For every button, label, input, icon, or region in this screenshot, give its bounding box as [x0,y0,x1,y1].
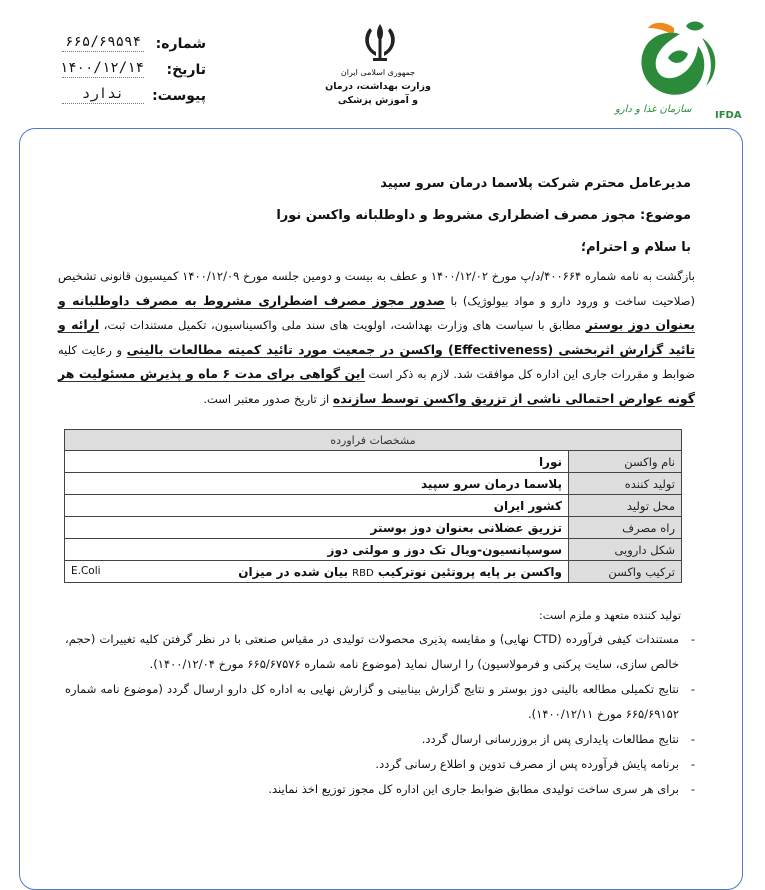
table-row [65,539,682,561]
date-label: تاریخ: [166,62,206,78]
composition-a: واکسن بر پایه پروتئین نوترکیب [373,564,562,579]
recipient: مدیرعامل محترم شرکت پلاسما درمان سرو سپید [380,176,691,191]
attachment-label: پیوست: [152,88,206,104]
table-row [65,517,682,539]
row-value: تزریق عضلانی بعنوان دوز بوستر [65,517,569,539]
list-item: - نتایج مطالعات پایداری پس از بروزرسانی ارسال گردد. [65,727,679,752]
ministry-line-1: جمهوری اسلامی ایران [340,68,416,77]
para-part-4: از تاریخ صدور معتبر است. [203,391,333,406]
row-label: نام واکسن [569,451,682,473]
row-label: راه مصرف [569,517,682,539]
row-value: سوسپانسیون-ویال تک دوز و مولتی دوز [65,539,569,561]
row-value [65,561,569,583]
table-row [65,495,682,517]
letter-number [62,30,206,52]
ministry-line-2: وزارت بهداشت، درمان [325,81,431,92]
table-row [65,561,682,583]
subject-text: مجوز مصرف اضطراری مشروط و داوطلبانه واکسن نورا [276,208,640,223]
para-part-1: بازگشت به نامه شماره ۴۰۰۶۶۴/د/پ مورخ ۱۴۰۰/۱۲/۰۲ و عطف به بیست و دومین جلسه مورخ ۱۴۰۰/۱۲/۰۹ کمیسیون قانونی تشخیص (صلاحیت ساخت و ورود دارو و مواد بیولوژیک) با [58,269,696,308]
composition-rbd: RBD [352,567,374,579]
table-caption-row [65,430,682,451]
list-item: - برنامه پایش فرآورده پس از مصرف تدوین و اطلاع رسانی گردد. [65,752,679,777]
ministry-line-3: و آموزش پزشکی [337,95,419,106]
row-label: ترکیب واکسن [569,561,682,583]
letter-date [59,56,206,78]
table-row [65,473,682,495]
product-spec-table [64,429,682,583]
subject-label: موضوع: [640,208,691,223]
row-value: نورا [65,451,569,473]
table-caption: مشخصات فراورده [65,430,682,451]
row-label: تولید کننده [569,473,682,495]
ifda-caption-en: IFDA [715,110,742,121]
list-item: - نتایج تکمیلی مطالعه بالینی دوز بوستر و نتایج گزارش بینابینی و گزارش نهایی به اداره کل دارو ارسال گردد (موضوع نامه شماره ۶۶۵/۶۹۱۵۲ مورخ ۱۴۰۰/۱۲/۱۱). [65,677,679,727]
para-part-2: مطابق با سیاست های وزارت بهداشت، اولویت های سند ملی واکسیناسیون، تکمیل مستندات ثبت، [99,318,586,332]
greeting: با سلام و احترام؛ [580,240,691,255]
obligations-list [65,627,679,802]
obligations-intro: تولید کننده متعهد و ملزم است: [539,609,681,622]
letter-attachment [62,82,206,104]
list-item: - برای هر سری ساخت تولیدی مطابق ضوابط جاری این اداره کل مجوز توزیع اخذ نمایند. [65,777,679,802]
ifda-caption: سازمان غذا و دارو [615,104,692,115]
number-label: شماره: [155,36,206,52]
body-paragraph [58,265,695,411]
row-value: کشور ایران [65,495,569,517]
para-bold-2: ارائه و تائید گزارش اثربخشی (Effectiveness) واکسن در جمعیت مورد تائید کمیته مطالعات بالینی [58,317,695,357]
para-bold-3: این گواهی برای مدت ۶ ماه و پذیرش مسئولیت هر گونه عوارض احتمالی ناشی از تزریق واکسن توسط سازنده [58,366,695,406]
list-item: - مستندات کیفی فرآورده (CTD نهایی) و مقایسه پذیری محصولات تولیدی در مقیاس صنعتی با در نظر گرفتن کلیه تغییرات (حجم، خالص سازی، سایت پرکنی و فرمولاسیون) را ارسال نماید (موضوع نامه شماره ۶۶۵/۶۷۵۷۶ مورخ ۱۴۰۰/۱۲/۰۴). [65,627,679,677]
para-bold-1: صدور مجوز مصرف اضطراری مشروط به مصرف داوطلبانه و بعنوان دوز بوستر [58,292,695,332]
row-label: شکل دارویی [569,539,682,561]
table-row [65,451,682,473]
ecoli-text: E.Coli [71,564,101,577]
subject [276,208,691,223]
ministry-title [318,66,438,108]
composition-b: بیان شده در میزان [238,564,353,579]
date-value: ۱۴۰۰/۱۲/۱۴ [59,60,144,76]
iran-emblem-icon [356,20,404,64]
row-value: پلاسما درمان سرو سپید [65,473,569,495]
attachment-value: ندارد [62,86,144,104]
para-part-3: و رعایت کلیه ضوابط و مقررات جاری این اداره کل موافقت شد. لازم به ذکر است [58,342,695,381]
number-value: ۶۶۵/۶۹۵۹۴ [62,34,144,52]
row-label: محل تولید [569,495,682,517]
ifda-logo-icon [628,18,732,110]
